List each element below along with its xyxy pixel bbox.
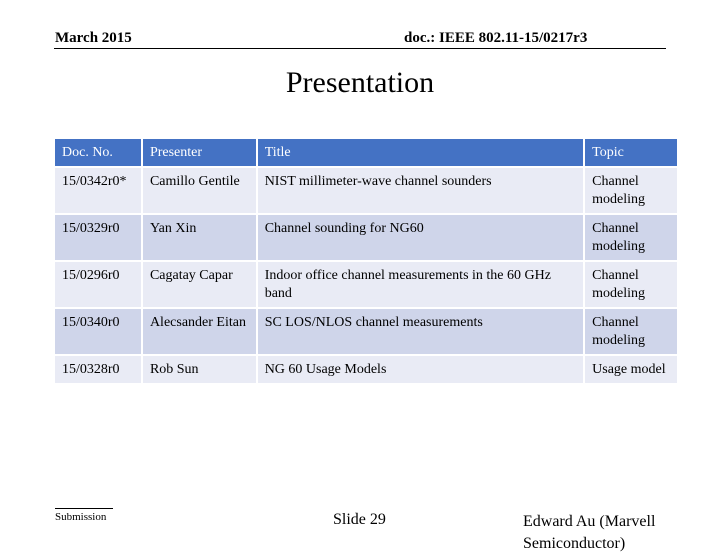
cell-topic: Channel modeling bbox=[584, 308, 678, 355]
cell-presenter: Camillo Gentile bbox=[142, 167, 257, 214]
header-divider bbox=[54, 48, 666, 49]
table-row bbox=[54, 261, 678, 308]
cell-doc-no: 15/0296r0 bbox=[54, 261, 142, 308]
column-header-doc-no: Doc. No. bbox=[54, 138, 142, 167]
cell-topic: Usage model bbox=[584, 355, 678, 384]
column-header-presenter: Presenter bbox=[142, 138, 257, 167]
cell-presenter: Alecsander Eitan bbox=[142, 308, 257, 355]
cell-title: NG 60 Usage Models bbox=[257, 355, 584, 384]
cell-doc-no: 15/0340r0 bbox=[54, 308, 142, 355]
cell-title: SC LOS/NLOS channel measurements bbox=[257, 308, 584, 355]
table-row bbox=[54, 167, 678, 214]
cell-doc-no: 15/0342r0* bbox=[54, 167, 142, 214]
cell-topic: Channel modeling bbox=[584, 214, 678, 261]
cell-presenter: Yan Xin bbox=[142, 214, 257, 261]
cell-presenter: Rob Sun bbox=[142, 355, 257, 384]
table-row bbox=[54, 214, 678, 261]
header-doc-id: doc.: IEEE 802.11-15/0217r3 bbox=[404, 30, 588, 46]
header-date: March 2015 bbox=[55, 30, 132, 46]
presentation-table bbox=[53, 137, 679, 385]
cell-title: NIST millimeter-wave channel sounders bbox=[257, 167, 584, 214]
footer-submission: Submission bbox=[55, 511, 107, 523]
footer-author: Edward Au (Marvell Semiconductor) bbox=[523, 513, 656, 552]
cell-topic: Channel modeling bbox=[584, 261, 678, 308]
footer-divider bbox=[55, 508, 113, 509]
column-header-topic: Topic bbox=[584, 138, 678, 167]
table-header-row bbox=[54, 138, 678, 167]
slide-title: Presentation bbox=[285, 66, 435, 99]
column-header-title: Title bbox=[257, 138, 584, 167]
table-row bbox=[54, 355, 678, 384]
slide-number: Slide 29 bbox=[333, 511, 386, 528]
cell-doc-no: 15/0329r0 bbox=[54, 214, 142, 261]
cell-title: Channel sounding for NG60 bbox=[257, 214, 584, 261]
cell-doc-no: 15/0328r0 bbox=[54, 355, 142, 384]
table-row bbox=[54, 308, 678, 355]
cell-title: Indoor office channel measurements in the 60 GHz band bbox=[257, 261, 584, 308]
cell-presenter: Cagatay Capar bbox=[142, 261, 257, 308]
cell-topic: Channel modeling bbox=[584, 167, 678, 214]
